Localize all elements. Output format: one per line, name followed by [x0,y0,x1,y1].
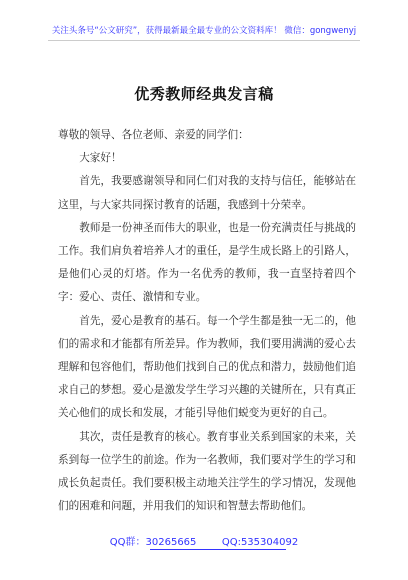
paragraph-teacher-role: 教师是一份神圣而伟大的职业，也是一份充满责任与挑战的工作。我们肩负着培养人才的重任，是学生成长路上的引路人，是他们心灵的灯塔。作为一名优秀的教师，我一直坚持着四个字：爱心、责任、激情和专业。 [58,221,356,304]
paragraph-responsibility: 其次，责任是教育的核心。教育事业关系到国家的未来，关系到每一位学生的前途。作为一名教师，我们要对学生的学习和成长负起责任。我们要积极主动地关注学生的学习情况，发现他们的困难和问题，并用我们的知识和智慧去帮助他们。 [58,430,356,513]
document-title: 优秀教师经典发言稿 [134,85,274,103]
paragraph-thanks: 首先，我要感谢领导和同仁们对我的支持与信任，能够站在这里，与大家共同探讨教育的话题，我感到十分荣幸。 [58,175,356,211]
greeting: 大家好！ [79,152,122,165]
salutation: 尊敬的领导、各位老师、亲爱的同学们： [58,129,249,141]
footer-contact-note: QQ群：30265665 QQ:535304092 [109,537,299,548]
header-promo-note: 关注头条号“公文研究”，获得最新最全最专业的公文资料库！ 微信：gongwenyj [51,26,357,36]
header-divider [48,40,360,41]
paragraph-love: 首先，爱心是教育的基石。每一个学生都是独一无二的，他们的需求和才能都有所差异。作为教师，我们要用满满的爱心去理解和包容他们，帮助他们找到自己的优点和潜力，鼓励他们追求自己的梦想。爱心是激发学生学习兴趣的关键所在，只有真正关心他们的成长和发展，才能引导他们蜕变为更好的自己。 [58,314,356,420]
footer-underline [150,549,286,550]
document-body [58,124,356,518]
